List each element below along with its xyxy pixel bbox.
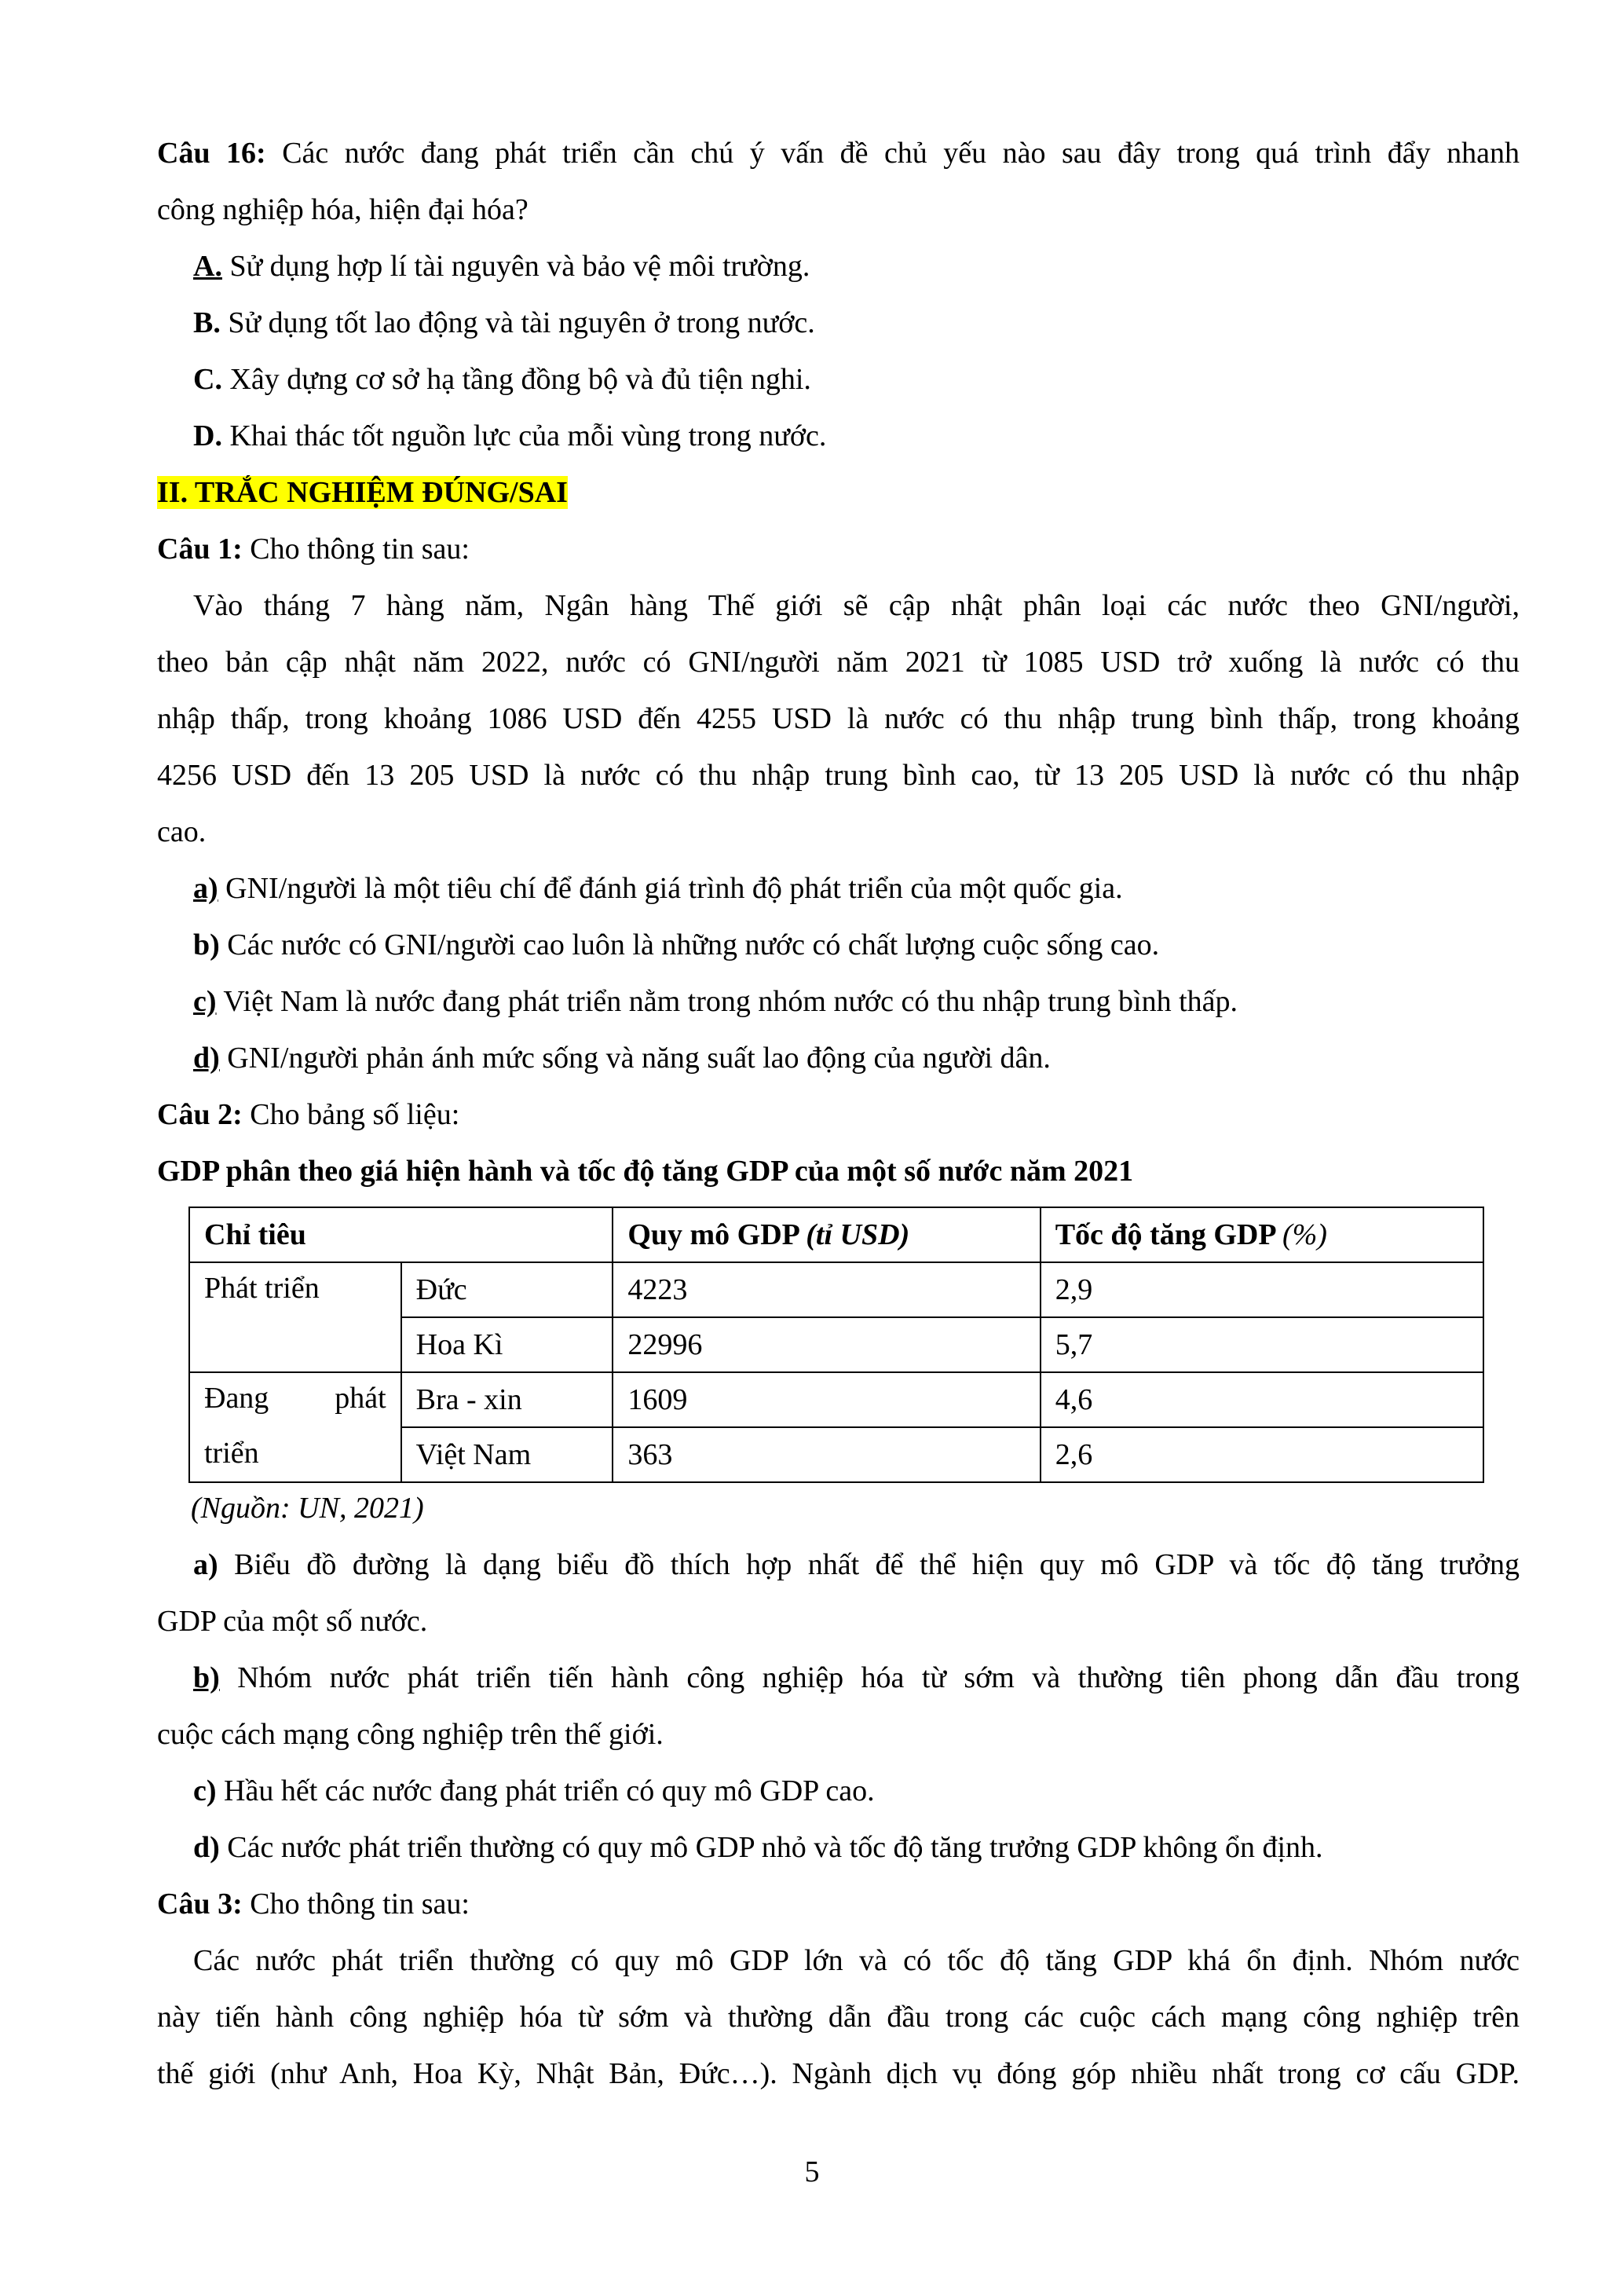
c3-paragraph-line: Các nước phát triển thường có quy mô GDP lớn và có tốc độ tăng GDP khá ổn định. Nhóm nước — [193, 1944, 1520, 1977]
c1-statement-b: b) Các nước có GNI/người cao luôn là những nước có chất lượng cuộc sống cao. — [193, 928, 1160, 961]
c1-statement-c: c) Việt Nam là nước đang phát triển nằm trong nhóm nước có thu nhập trung bình thấp. — [193, 985, 1238, 1018]
c3-paragraph-line: thế giới (như Anh, Hoa Kỳ, Nhật Bản, Đức…). Ngành dịch vụ đóng góp nhiều nhất trong cơ cấu GDP. — [157, 2057, 1520, 2090]
c1-paragraph-line: cao. — [157, 815, 207, 848]
growth-cell: 2,6 — [1041, 1427, 1483, 1482]
c3-heading: Câu 3: Cho thông tin sau: — [157, 1888, 470, 1921]
q16-label: Câu 16: — [157, 137, 266, 170]
country-cell: Đức — [401, 1262, 613, 1317]
page-number: 5 — [804, 2155, 820, 2188]
gdp-cell: 363 — [613, 1427, 1040, 1482]
header-indicator: Chỉ tiêu — [189, 1207, 613, 1262]
q16-stem-line1: Câu 16: Các nước đang phát triển cần chú ý vấn đề chủ yếu nào sau đây trong quá trình đẩy nhanh — [157, 137, 1520, 170]
c2-heading: Câu 2: Cho bảng số liệu: — [157, 1098, 460, 1131]
c1-statement-a: a) GNI/người là một tiêu chí để đánh giá trình độ phát triển của một quốc gia. — [193, 872, 1123, 905]
gdp-table — [188, 1207, 1484, 1483]
c1-paragraph-line: Vào tháng 7 hàng năm, Ngân hàng Thế giới sẽ cập nhật phân loại các nước theo GNI/người, — [193, 589, 1520, 622]
gdp-cell: 1609 — [613, 1372, 1040, 1427]
c1-paragraph-line: theo bản cập nhật năm 2022, nước có GNI/người năm 2021 từ 1085 USD trở xuống là nước có thu — [157, 646, 1520, 679]
q16-stem-line2: công nghiệp hóa, hiện đại hóa? — [157, 193, 529, 226]
country-cell: Bra - xin — [401, 1372, 613, 1427]
header-gdp: Quy mô GDP (tỉ USD) — [613, 1207, 1040, 1262]
group-developed: Phát triển — [189, 1262, 401, 1372]
growth-cell: 2,9 — [1041, 1262, 1483, 1317]
c2-statement-b-cont: cuộc cách mạng công nghiệp trên thế giới. — [157, 1718, 664, 1751]
c2-statement-b: b) Nhóm nước phát triển tiến hành công nghiệp hóa từ sớm và thường tiên phong dẫn đầu trong — [193, 1661, 1520, 1694]
c3-paragraph-line: này tiến hành công nghiệp hóa từ sớm và thường dẫn đầu trong các cuộc cách mạng công nghiệp trên — [157, 2001, 1520, 2034]
q16-option-d: D. Khai thác tốt nguồn lực của mỗi vùng trong nước. — [193, 419, 827, 452]
table-source: (Nguồn: UN, 2021) — [191, 1492, 424, 1525]
c1-statement-d: d) GNI/người phản ánh mức sống và năng suất lao động của người dân. — [193, 1042, 1051, 1075]
q16-option-a: A. Sử dụng hợp lí tài nguyên và bảo vệ môi trường. — [193, 250, 810, 283]
c1-heading: Câu 1: Cho thông tin sau: — [157, 533, 470, 566]
c2-statement-a-cont: GDP của một số nước. — [157, 1605, 428, 1638]
c2-statement-c: c) Hầu hết các nước đang phát triển có quy mô GDP cao. — [193, 1774, 875, 1807]
q16-option-c: C. Xây dựng cơ sở hạ tầng đồng bộ và đủ tiện nghi. — [193, 363, 811, 396]
table-row — [189, 1262, 1483, 1317]
group-developing: Đang phát triển — [189, 1372, 401, 1482]
header-growth: Tốc độ tăng GDP (%) — [1041, 1207, 1483, 1262]
table-title: GDP phân theo giá hiện hành và tốc độ tăng GDP của một số nước năm 2021 — [157, 1155, 1134, 1188]
country-cell: Hoa Kì — [401, 1317, 613, 1372]
q16-option-b: B. Sử dụng tốt lao động và tài nguyên ở trong nước. — [193, 306, 815, 339]
c2-statement-d: d) Các nước phát triển thường có quy mô GDP nhỏ và tốc độ tăng trưởng GDP không ổn định. — [193, 1831, 1323, 1864]
table-row — [189, 1372, 1483, 1427]
growth-cell: 5,7 — [1041, 1317, 1483, 1372]
gdp-cell: 4223 — [613, 1262, 1040, 1317]
country-cell: Việt Nam — [401, 1427, 613, 1482]
gdp-cell: 22996 — [613, 1317, 1040, 1372]
c1-paragraph-line: nhập thấp, trong khoảng 1086 USD đến 4255 USD là nước có thu nhập trung bình thấp, trong khoảng — [157, 702, 1520, 735]
c1-paragraph-line: 4256 USD đến 13 205 USD là nước có thu nhập trung bình cao, từ 13 205 USD là nước có thu nhập — [157, 759, 1520, 792]
table-header-row — [189, 1207, 1483, 1262]
section-title: II. TRẮC NGHIỆM ĐÚNG/SAI — [157, 476, 568, 509]
growth-cell: 4,6 — [1041, 1372, 1483, 1427]
c2-statement-a: a) Biểu đồ đường là dạng biểu đồ thích hợp nhất để thể hiện quy mô GDP và tốc độ tăng trưởng — [193, 1548, 1520, 1581]
